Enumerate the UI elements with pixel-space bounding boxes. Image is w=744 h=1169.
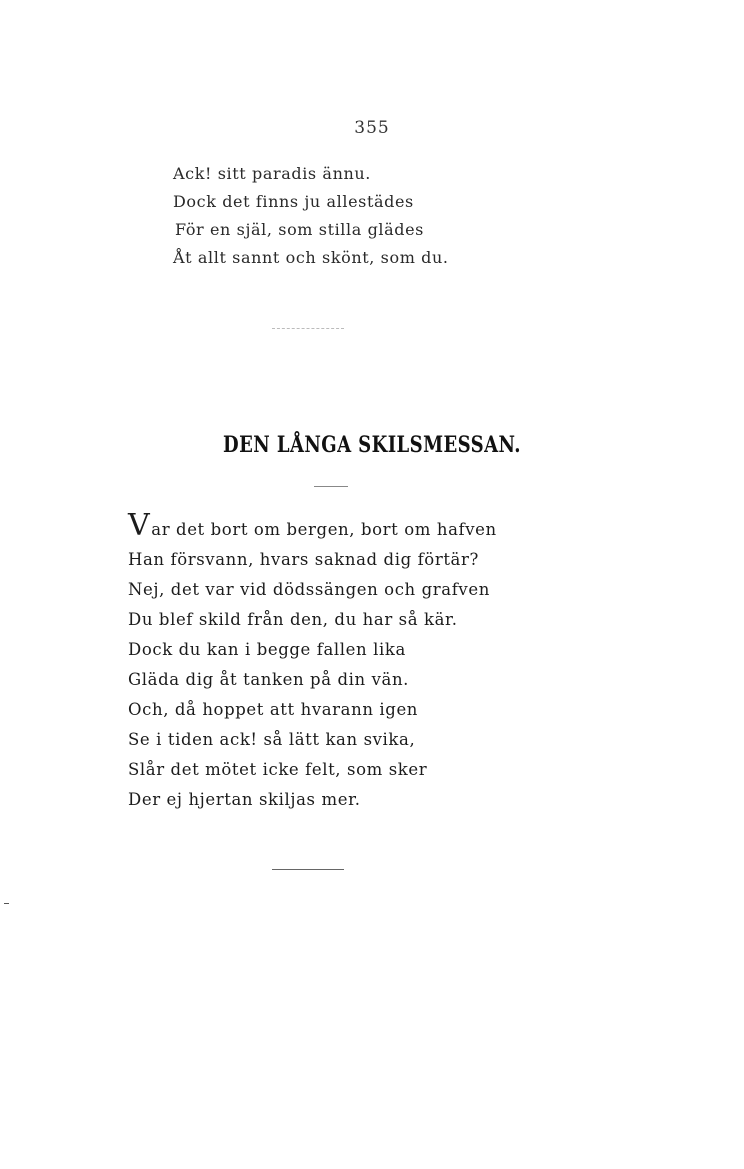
verse-line: Dock du kan i begge fallen lika [128,640,406,659]
title-underline [314,486,348,487]
verse-line: Der ej hjertan skiljas mer. [128,790,361,809]
verse-line-first-rest: ar det bort om bergen, bort om hafven [151,520,497,539]
verse-line: Ack! sitt paradis ännu. [173,164,371,183]
verse-line: För en själ, som stilla glädes [175,220,424,239]
verse-line: Åt allt sannt och skönt, som du. [173,248,449,267]
section-divider [272,328,344,329]
verse-line: Gläda dig åt tanken på din vän. [128,670,410,689]
verse-line: Se i tiden ack! så lätt kan svika, [128,730,416,749]
drop-cap: V [128,508,151,543]
verse-line: Slår det mötet icke felt, som sker [128,760,428,779]
stanza-top [173,160,449,272]
verse-line-first [128,508,497,545]
end-divider [272,869,344,870]
verse-line: Och, då hoppet att hvarann igen [128,700,419,719]
poem-body [128,508,497,815]
verse-line: Dock det finns ju allestädes [173,192,414,211]
poem-title: DEN LÅNGA SKILSMESSAN. [223,432,521,458]
page-number: 355 [354,118,390,138]
margin-mark [4,903,9,904]
verse-line: Han försvann, hvars saknad dig förtär? [128,550,479,569]
verse-line: Du blef skild från den, du har så kär. [128,610,458,629]
verse-line: Nej, det var vid dödssängen och grafven [128,580,490,599]
